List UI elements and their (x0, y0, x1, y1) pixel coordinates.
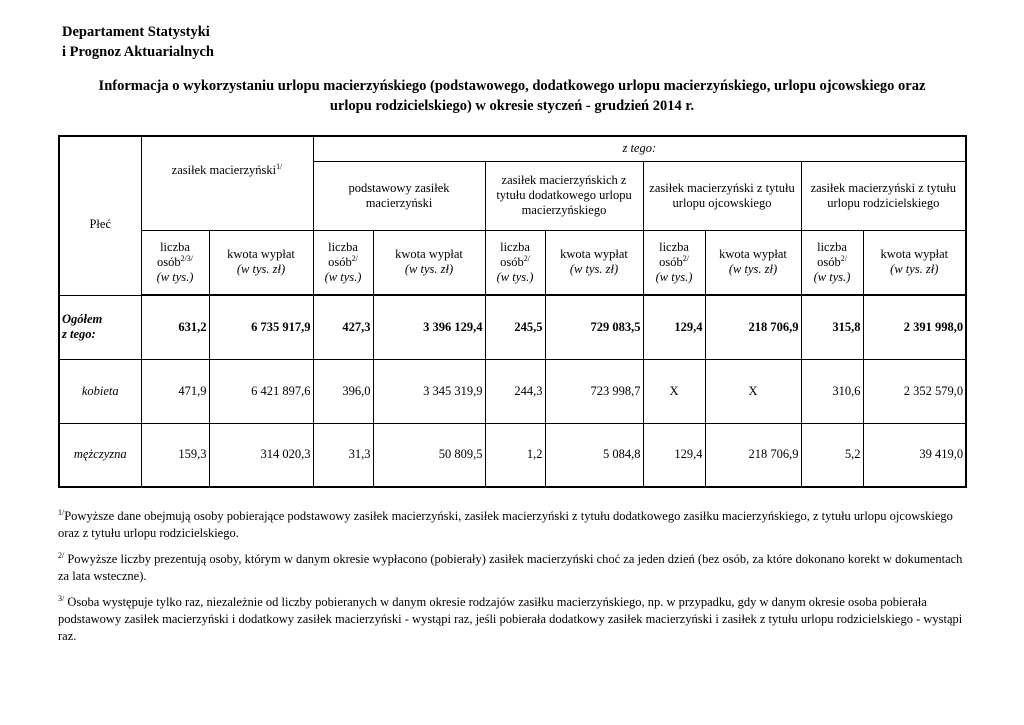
header-plec: Płeć (59, 136, 141, 295)
subheader-kwota-wyplat (863, 230, 966, 295)
liczba-unit: (w tys.) (156, 269, 194, 284)
cell-value: 244,3 (485, 359, 545, 423)
footnote-3 (58, 594, 963, 645)
header-zasilek-sup: 1/ (276, 161, 283, 171)
subheader-kwota-wyplat (373, 230, 485, 295)
liczba-label: liczba (659, 239, 689, 254)
osob-label: osób (500, 254, 524, 269)
cell-value: 129,4 (643, 423, 705, 487)
subheader-liczba-osob (141, 230, 209, 295)
subheader-liczba-osob (313, 230, 373, 295)
cell-value: 396,0 (313, 359, 373, 423)
osob-label: osób (659, 254, 683, 269)
row-label-ogolem (59, 295, 141, 359)
group-header-podstawowy: podstawowy zasiłek macierzyński (313, 161, 485, 230)
liczba-unit: (w tys.) (324, 269, 362, 284)
footnote-marker: 2/ (58, 551, 65, 560)
kwota-unit: (w tys. zł) (728, 262, 778, 277)
statistics-table (58, 135, 967, 488)
department-line-1: Departament Statystyki (62, 24, 210, 40)
row-label-line-1: Ogółem (62, 312, 103, 326)
footnote-marker: 1/ (58, 508, 65, 517)
kwota-label: kwota wypłat (227, 247, 295, 262)
liczba-sup: 2/ (682, 253, 689, 263)
cell-value: 631,2 (141, 295, 209, 359)
footnotes (58, 508, 963, 654)
kwota-label: kwota wypłat (719, 247, 787, 262)
cell-value: 315,8 (801, 295, 863, 359)
subheader-liczba-osob (801, 230, 863, 295)
cell-value: 427,3 (313, 295, 373, 359)
cell-value: 218 706,9 (705, 295, 801, 359)
table-row-mezczyzna (59, 423, 966, 487)
liczba-label: liczba (817, 239, 847, 254)
group-header-dodatkowy: zasiłek macierzyńskich z tytułu dodatkowego urlopu macierzyńskiego (485, 161, 643, 230)
footnote-1 (58, 508, 963, 542)
cell-value: 39 419,0 (863, 423, 966, 487)
kwota-label: kwota wypłat (395, 247, 463, 262)
footnote-text: Powyższe dane obejmują osoby pobierające podstawowy zasiłek macierzyński, zasiłek macierzyński z tytułu dodatkowego zasiłku macierzyńskiego, z tytułu urlopu ojcowskiego oraz z tytułu urlopu rodzicielskiego. (58, 509, 953, 540)
cell-value: X (705, 359, 801, 423)
cell-value: 245,5 (485, 295, 545, 359)
cell-value: 50 809,5 (373, 423, 485, 487)
liczba-sup: 2/3/ (180, 253, 194, 263)
row-label-kobieta: kobieta (59, 359, 141, 423)
cell-value: 5 084,8 (545, 423, 643, 487)
kwota-label: kwota wypłat (560, 247, 628, 262)
liczba-unit: (w tys.) (813, 269, 851, 284)
footnote-2 (58, 551, 963, 585)
cell-value: 31,3 (313, 423, 373, 487)
cell-value: 723 998,7 (545, 359, 643, 423)
row-label-line-2: z tego: (62, 327, 96, 341)
cell-value: 314 020,3 (209, 423, 313, 487)
liczba-label: liczba (500, 239, 530, 254)
kwota-unit: (w tys. zł) (404, 262, 454, 277)
cell-value: 5,2 (801, 423, 863, 487)
title-line-2: urlopu rodzicielskiego) w okresie styczeń - grudzień 2014 r. (329, 98, 695, 114)
cell-value: 1,2 (485, 423, 545, 487)
footnote-marker: 3/ (58, 594, 65, 603)
table-row-kobieta (59, 359, 966, 423)
cell-value: 3 396 129,4 (373, 295, 485, 359)
department-name (62, 22, 214, 62)
osob-label: osób (156, 254, 181, 269)
cell-value: X (643, 359, 705, 423)
liczba-sup: 2/ (523, 253, 530, 263)
cell-value: 3 345 319,9 (373, 359, 485, 423)
osob-label: osób (817, 254, 841, 269)
footnote-text: Powyższe liczby prezentują osoby, którym w danym okresie wypłacono (pobierały) zasiłek macierzyński choć za jeden dzień (bez osób, za które dokonano korekt w dokumentach za lata wsteczne). (58, 552, 963, 583)
subheader-kwota-wyplat (209, 230, 313, 295)
cell-value: 471,9 (141, 359, 209, 423)
kwota-unit: (w tys. zł) (569, 262, 619, 277)
liczba-sup: 2/ (840, 253, 847, 263)
cell-value: 6 421 897,6 (209, 359, 313, 423)
liczba-sup: 2/ (351, 253, 358, 263)
liczba-label: liczba (328, 239, 358, 254)
cell-value: 129,4 (643, 295, 705, 359)
subheader-liczba-osob (643, 230, 705, 295)
liczba-unit: (w tys.) (655, 269, 693, 284)
group-header-rodzicielski: zasiłek macierzyński z tytułu urlopu rodzicielskiego (801, 161, 966, 230)
header-zasilek-text: zasiłek macierzyński (171, 162, 277, 177)
document-title (56, 76, 968, 116)
department-line-2: i Prognoz Aktuarialnych (62, 44, 214, 60)
footnote-text: Osoba występuje tylko raz, niezależnie od liczby pobieranych w danym okresie rodzajów zasiłku macierzyńskiego, np. w przypadku, gdy w danym okresie osoba pobierała podstawowy zasiłek macierzyński i dodatkowy zasiłek macierzyński - wystąpi raz, jeśli pobierała dodatkowy zasiłek macierzyński i zasiłek z tytułu urlopu rodzicielskiego - wystąpi raz. (58, 595, 963, 643)
title-line-1: Informacja o wykorzystaniu urlopu macierzyńskiego (podstawowego, dodatkowego urlopu macierzyńskiego, urlopu ojcowskiego oraz (98, 78, 926, 94)
cell-value: 159,3 (141, 423, 209, 487)
subheader-kwota-wyplat (705, 230, 801, 295)
cell-value: 2 391 998,0 (863, 295, 966, 359)
osob-label: osób (328, 254, 352, 269)
cell-value: 2 352 579,0 (863, 359, 966, 423)
cell-value: 310,6 (801, 359, 863, 423)
cell-value: 6 735 917,9 (209, 295, 313, 359)
table-row-ogolem (59, 295, 966, 359)
kwota-unit: (w tys. zł) (236, 262, 286, 277)
kwota-unit: (w tys. zł) (890, 262, 939, 277)
liczba-unit: (w tys.) (496, 269, 534, 284)
group-header-ojcowski: zasiłek macierzyński z tytułu urlopu ojcowskiego (643, 161, 801, 230)
kwota-label: kwota wypłat (880, 247, 949, 262)
cell-value: 729 083,5 (545, 295, 643, 359)
header-zasilek-macierzynski (141, 136, 313, 230)
subheader-liczba-osob (485, 230, 545, 295)
subheader-kwota-wyplat (545, 230, 643, 295)
row-label-mezczyzna: mężczyzna (59, 423, 141, 487)
cell-value: 218 706,9 (705, 423, 801, 487)
liczba-label: liczba (160, 239, 190, 254)
header-z-tego: z tego: (313, 136, 966, 161)
